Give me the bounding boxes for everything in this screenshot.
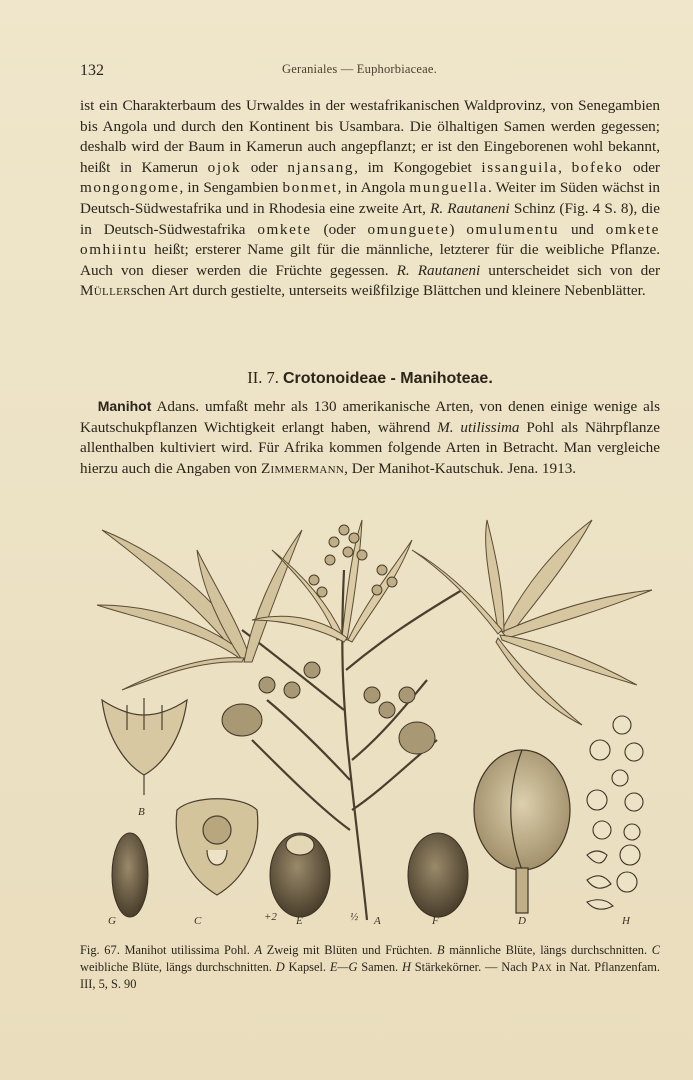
page-header [80, 62, 639, 82]
section-number: II. 7. [247, 368, 279, 387]
species-name: R. Rautaneni [396, 261, 481, 279]
figure-number: Fig. 67. [80, 943, 120, 957]
paragraph-ricinodendron: ist ein Charakterbaum des Urwaldes in der westafrikanischen Waldprovinz, von Senegambien bis Angola und durch den Kontinent bis Usambara. Die ölhaltigen Samen werden gegessen; deshalb wird der Baum in Kamerun auch angepflanzt; er ist den Eingeborenen wohl bekannt, heißt in Kamerun ojok oder njansang, im Kongogebiet issanguila, bofeko oder mongongome, in Sengambien bonmet, in Angola munguella. Weiter im Süden wächst in Deutsch-Südwestafrika und in Rhodesia eine zweite Art, R. Rautaneni Schinz (Fig. 4 S. 8), die in Deutsch-Südwestafrika omkete (oder omunguete) omulumentu und omkete omhiintu heißt; ersterer Name gilt für die männliche, letzterer für die weibliche Pflanze. Auch von dieser werden die Früchte gegessen. R. Rautaneni unterscheidet sich von der Müllerschen Art durch gestielte, unterseits weißfilzige Blättchen und kleinere Nebenblätter. [80, 97, 661, 300]
paragraph-manihot: Manihot Adans. umfaßt mehr als 130 amerikanische Arten, von denen einige wenige als Kautschukpflanzen Wichtigkeit erlangt haben, während M. utilissima Pohl als Nährpflanze allenthalben kultiviert wird. Für Afrika kommen folgende Arten in Betracht. Man vergleiche hierzu auch die Angaben von Zimmermann, Der Manihot-Kautschuk. Jena. 1913. [80, 398, 660, 477]
genus-name: Manihot [97, 398, 152, 414]
leaf-cluster-right [412, 520, 652, 725]
vernacular-name: omulumentu [466, 220, 560, 238]
seed-e [270, 833, 330, 917]
leaf-cluster-left [97, 530, 302, 690]
figure-label-h: H [622, 915, 630, 927]
vernacular-name: omkete [257, 220, 312, 238]
seed-g [112, 833, 148, 917]
section-heading [80, 368, 660, 388]
figure-scale-half: ½ [350, 911, 359, 923]
page-number: 132 [80, 62, 104, 79]
figure-label-g: G [108, 915, 116, 927]
male-flower-section [102, 698, 187, 795]
vernacular-name: bofeko [571, 158, 624, 176]
vernacular-name: mongongome [80, 179, 180, 197]
vernacular-name: omunguete [367, 220, 450, 238]
vernacular-name: issanguila [481, 158, 559, 176]
species-name: M. utilissima [437, 418, 520, 436]
figure-label-b: B [138, 806, 145, 818]
author-name: Zimmermann [260, 459, 345, 477]
author-name: Pax [531, 960, 553, 974]
figure-label-a: A [374, 915, 381, 927]
vernacular-name: bonmet [282, 179, 338, 197]
species-name: R. Rautaneni [430, 199, 510, 217]
section-title: Crotonoideae - Manihoteae. [282, 370, 493, 387]
starch-grains [587, 716, 643, 909]
figure-scale-two: +2 [264, 911, 277, 923]
capsule-d [474, 750, 570, 913]
vernacular-name: omkete omhiintu [80, 220, 661, 259]
figure-caption: Fig. 67. Manihot utilissima Pohl. A Zweig mit Blüten und Früchten. B männliche Blüte, längs durchschnitten. C weibliche Blüte, längs durchschnitten. D Kapsel. E—G Samen. H Stärkekörner. — Nach Pax in Nat. Pflanzenfam. III, 5, S. 90 [80, 943, 660, 991]
vernacular-name: njansang [287, 158, 355, 176]
vernacular-name: ojok [207, 158, 242, 176]
botanical-illustration [82, 510, 660, 930]
figure-label-d: D [518, 915, 526, 927]
female-flower-section [176, 799, 258, 895]
figure-label-f: F [432, 915, 439, 927]
author-name: Müller [80, 282, 131, 300]
figure-label-e: E [296, 915, 303, 927]
running-title: Geraniales — Euphorbiaceae. [282, 62, 437, 76]
manihot-figure [82, 510, 660, 930]
seed-f [408, 833, 468, 917]
vernacular-name: munguella [409, 179, 488, 197]
figure-label-c: C [194, 915, 202, 927]
